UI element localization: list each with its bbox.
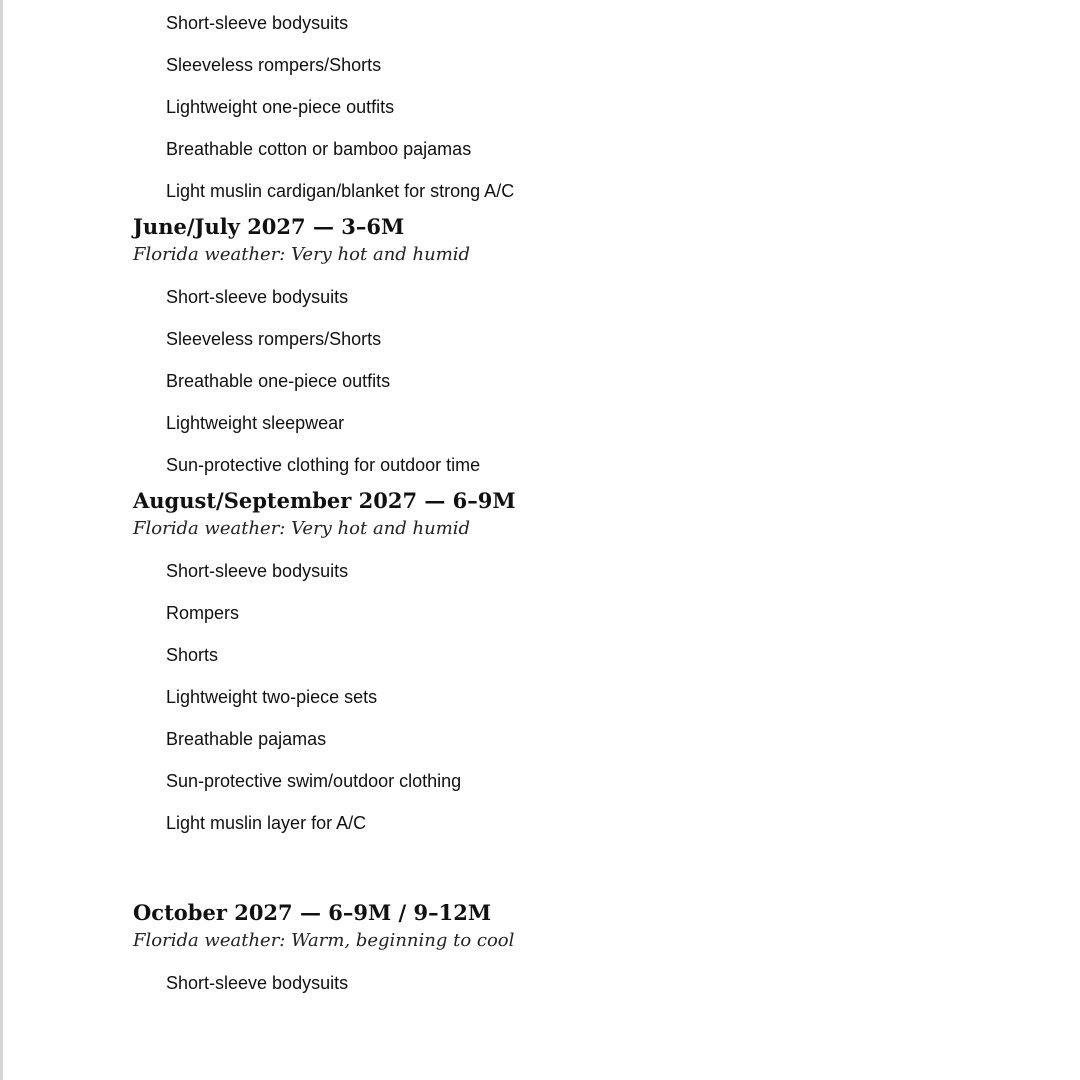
list-item: Lightweight sleepwear xyxy=(166,413,345,433)
list-item: Light muslin cardigan/blanket for strong A/C xyxy=(166,181,515,201)
list-item: Short-sleeve bodysuits xyxy=(166,13,349,33)
list-item: Light muslin layer for A/C xyxy=(166,813,367,833)
list-item: Breathable one-piece outfits xyxy=(166,371,391,391)
list-item: Sun-protective swim/outdoor clothing xyxy=(166,771,462,791)
section-august-september xyxy=(133,486,1033,844)
page-left-edge xyxy=(0,0,3,1080)
section-weather-note: Florida weather: Very hot and humid xyxy=(133,244,471,265)
section-june-july xyxy=(133,212,1033,486)
list-item: Sleeveless rompers/Shorts xyxy=(166,55,382,75)
list-item: Sleeveless rompers/Shorts xyxy=(166,329,382,349)
list-item: Rompers xyxy=(166,603,240,623)
top-item-list xyxy=(133,2,1033,212)
section-weather-note: Florida weather: Very hot and humid xyxy=(133,518,471,539)
list-item: Sun-protective clothing for outdoor time xyxy=(166,455,481,475)
list-item: Short-sleeve bodysuits xyxy=(166,287,349,307)
document-content xyxy=(133,0,1033,1004)
list-item: Breathable cotton or bamboo pajamas xyxy=(166,139,472,159)
section-heading: June/July 2027 — 3–6M xyxy=(133,214,405,239)
list-item: Lightweight one-piece outfits xyxy=(166,97,395,117)
list-item: Breathable pajamas xyxy=(166,729,327,749)
list-item: Lightweight two-piece sets xyxy=(166,687,378,707)
list-item: Short-sleeve bodysuits xyxy=(166,561,349,581)
section-weather-note: Florida weather: Warm, beginning to cool xyxy=(133,930,515,951)
list-item: Short-sleeve bodysuits xyxy=(166,973,349,993)
list-item: Shorts xyxy=(166,645,219,665)
section-heading: August/September 2027 — 6–9M xyxy=(133,488,516,513)
section-heading: October 2027 — 6–9M / 9–12M xyxy=(133,900,492,925)
section-october xyxy=(133,898,1033,1004)
